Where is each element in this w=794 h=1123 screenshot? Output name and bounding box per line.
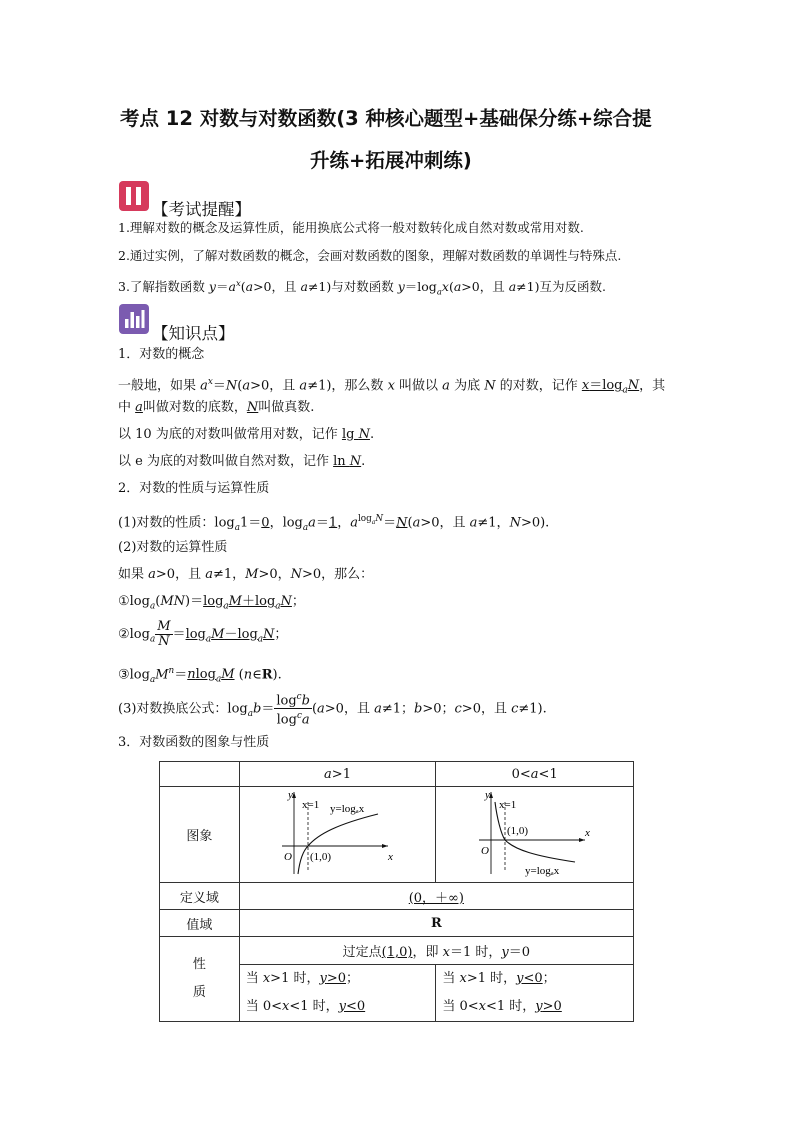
row-label-properties — [160, 937, 240, 1022]
row-label-domain: 定义域 — [160, 883, 240, 910]
graph1-y-label: y — [287, 788, 293, 801]
row-label-range: 值域 — [160, 910, 240, 937]
graph-increasing — [278, 788, 398, 878]
graph2-point-label: (1,0) — [506, 824, 528, 837]
graph2-curve-label: y=logₐx — [524, 864, 559, 877]
s2-rule2: $②\log_a$ $\frac{M}{N}$ $=\log_aM-\log_aN$； — [118, 619, 288, 649]
graph1-x-label: x — [387, 850, 393, 863]
graph-cell-decreasing — [436, 787, 634, 883]
s1-line4: 以 e 为底的对数叫做自然对数，记作 ln N. — [118, 454, 366, 469]
graph-cell-increasing — [239, 787, 436, 883]
props-increasing: 当 x>1 时，y>0； 当 0<x<1 时，y<0 — [239, 965, 436, 1022]
knowledge-heading: 【知识点】 — [152, 324, 235, 343]
table-corner — [160, 762, 240, 787]
header-a-between: 0<a<1 — [436, 762, 634, 787]
s2-line4: (3)对数换底公式：$\log_ab=$ $\frac{\log^cb}{\log^ca}$ (a>0，且 a≠1；b>0；c>0，且 c≠1). — [118, 692, 547, 728]
s2-rule1: $①\log_a(MN)=\log_aM+\log_aN$； — [118, 594, 305, 612]
fixed-point: 过定点(1,0)，即 x＝1 时，y＝0 — [239, 937, 633, 965]
s3-title: 3．对数函数的图象与性质 — [118, 735, 270, 750]
s2-title: 2．对数的性质与运算性质 — [118, 481, 270, 496]
range-value: R — [239, 910, 633, 937]
graph-decreasing — [475, 788, 595, 878]
graph1-point-label: (1,0) — [309, 850, 331, 863]
graph1-vline-label: x=1 — [301, 798, 319, 811]
knowledge-section-icon — [119, 304, 149, 334]
graph2-origin: O — [480, 844, 489, 857]
s2-line3: 如果 a>0，且 a≠1，M>0，N>0，那么： — [118, 567, 374, 582]
graph2-y-label: y — [484, 788, 490, 801]
row-label-properties-2: 质 — [192, 985, 206, 1000]
s1-line2: 中 a叫做对数的底数，N叫做真数. — [118, 400, 315, 415]
log-function-table — [159, 761, 634, 1022]
s1-line3: 以 10 为底的对数叫做常用对数，记作 lg N. — [118, 427, 375, 442]
props-decreasing: 当 x>1 时，y<0； 当 0<x<1 时，y>0 — [436, 965, 634, 1022]
s2-rule3: $③\log_aM^n=nlog_aM$ (n∈R). — [118, 666, 282, 685]
reminder-item-1: 1.理解对数的概念及运算性质，能用换底公式将一般对数转化成自然对数或常用对数. — [118, 220, 584, 235]
header-a-gt-1: a>1 — [239, 762, 436, 787]
row-label-graph: 图象 — [160, 787, 240, 883]
domain-value: (0，＋∞) — [239, 883, 633, 910]
reminder-item-2: 2.通过实例，了解对数函数的概念，会画对数函数的图象，理解对数函数的单调性与特殊点. — [118, 248, 622, 263]
s2-line1: (1)对数的性质：$\log_a1=0$，$\log_aa=1$，$a^{log_aN}=N(a>0$，且 a≠1，N>0). — [118, 514, 550, 533]
page-title: 考点 12 对数与对数函数(3 种核心题型+基础保分练+综合提 — [120, 107, 652, 130]
reminder-item-3: 3.了解指数函数 $y=a^x(a>0$，且 a≠1)与对数函数 $y=\log_ax(a>0$，且 a≠1)互为反函数. — [118, 279, 606, 298]
graph1-origin: O — [283, 850, 292, 863]
graph2-vline-label: x=1 — [498, 798, 516, 811]
reminder-heading: 【考试提醒】 — [152, 200, 251, 219]
s1-title: 1．对数的概念 — [118, 347, 205, 362]
s2-line2: (2)对数的运算性质 — [118, 540, 228, 555]
page-title-line2: 升练+拓展冲刺练) — [310, 149, 472, 172]
graph1-curve-label: y=logₐx — [329, 802, 364, 815]
reminder-section-icon — [119, 181, 149, 211]
graph2-x-label: x — [584, 826, 590, 839]
row-label-properties-1: 性 — [192, 957, 206, 972]
s1-line1: 一般地，如果 $a^x=N(a>0$，且 a≠1)，那么数 x 叫做以 a 为底 N 的对数，记作 $x=\log_aN$，其 — [118, 377, 666, 396]
